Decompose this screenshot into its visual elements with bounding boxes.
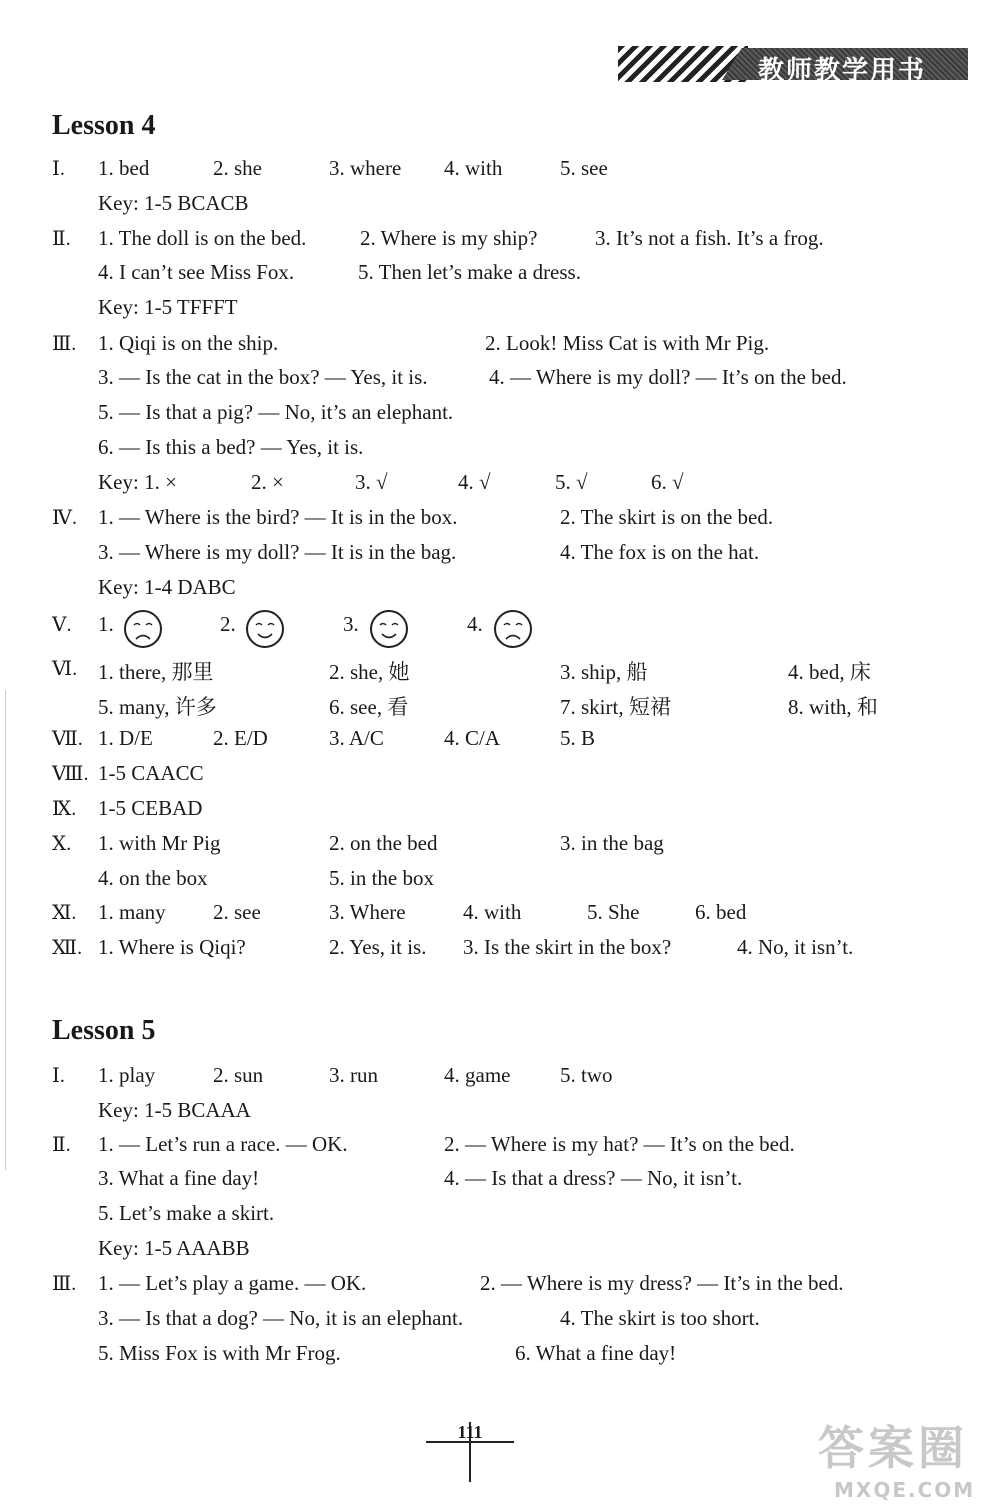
answer-text: 3. run bbox=[329, 1063, 378, 1087]
lesson-5-row bbox=[0, 1236, 1000, 1266]
answer-text: 3. What a fine day! bbox=[98, 1166, 260, 1190]
answer-text: 5. √ bbox=[555, 470, 588, 494]
question-number: Ⅺ. bbox=[52, 902, 77, 924]
watermark-url: MXQE.COM bbox=[834, 1478, 976, 1502]
question-number: Ⅲ. bbox=[52, 1273, 77, 1295]
answer-text: 4. game bbox=[444, 1063, 511, 1087]
answer-text: 5. She bbox=[587, 900, 640, 924]
answer-text: 3. Is the skirt in the box? bbox=[463, 935, 672, 959]
question-number: Ⅹ. bbox=[52, 833, 72, 855]
answer-text: Key: 1-5 TFFFT bbox=[98, 295, 238, 319]
lesson-4-row bbox=[0, 470, 1000, 500]
watermark-logo: 答案圈 bbox=[818, 1421, 968, 1475]
answer-text: 5. B bbox=[560, 726, 596, 750]
answer-text: 4. with bbox=[444, 156, 503, 180]
answer-text: Key: 1-5 BCACB bbox=[98, 191, 249, 215]
lesson-4-row bbox=[0, 900, 1000, 930]
answer-text: 2. E/D bbox=[213, 726, 268, 750]
lesson-4-row bbox=[0, 191, 1000, 221]
answer-text: 4. bed, 床 bbox=[788, 660, 871, 684]
lesson-5-row bbox=[0, 1271, 1000, 1301]
answer-text: 3. It’s not a fish. It’s a frog. bbox=[595, 226, 824, 250]
lesson-5-title: Lesson 5 bbox=[52, 1015, 156, 1046]
answer-text: 4. √ bbox=[458, 470, 491, 494]
answer-text: 2. bbox=[220, 612, 236, 636]
question-number: Ⅻ. bbox=[52, 937, 83, 959]
answer-text: Key: 1-5 AAABB bbox=[98, 1236, 250, 1260]
header-title: 教师教学用书 bbox=[758, 56, 927, 86]
answer-text: 2. she bbox=[213, 156, 262, 180]
answer-text: 2. — Where is my hat? — It’s on the bed. bbox=[444, 1132, 795, 1156]
question-number: Ⅵ. bbox=[52, 658, 78, 680]
lesson-4-row bbox=[0, 295, 1000, 325]
question-number: Ⅷ. bbox=[52, 763, 89, 785]
answer-text: 3. ship, 船 bbox=[560, 660, 648, 684]
happy-face-icon bbox=[246, 610, 284, 648]
lesson-5-row bbox=[0, 1341, 1000, 1371]
question-number: Ⅶ. bbox=[52, 728, 83, 750]
answer-text: 1. — Let’s play a game. — OK. bbox=[98, 1271, 367, 1295]
answer-text: 2. sun bbox=[213, 1063, 264, 1087]
answer-text: 2. — Where is my dress? — It’s in the bed. bbox=[480, 1271, 844, 1295]
answer-text: 5. in the box bbox=[329, 866, 434, 890]
answer-text: 2. she, 她 bbox=[329, 660, 410, 684]
lesson-5-row bbox=[0, 1306, 1000, 1336]
lesson-4-row bbox=[0, 400, 1000, 430]
answer-text: 3. — Where is my doll? — It is in the bag. bbox=[98, 540, 457, 564]
lesson-4-row bbox=[0, 656, 1000, 686]
answer-text: 4. — Where is my doll? — It’s on the bed. bbox=[489, 365, 847, 389]
answer-text: 4. The fox is on the hat. bbox=[560, 540, 760, 564]
lesson-4-row bbox=[0, 505, 1000, 535]
answer-text: 2. see bbox=[213, 900, 261, 924]
answer-text: 1. Qiqi is on the ship. bbox=[98, 331, 279, 355]
answer-text: Key: 1-5 BCAAA bbox=[98, 1098, 251, 1122]
answer-text: 8. with, 和 bbox=[788, 695, 878, 719]
answer-text: 6. √ bbox=[651, 470, 684, 494]
answer-text: 1. — Where is the bird? — It is in the box. bbox=[98, 505, 458, 529]
lesson-4-title: Lesson 4 bbox=[52, 110, 156, 141]
lesson-4-row bbox=[0, 331, 1000, 361]
lesson-4-row bbox=[0, 435, 1000, 465]
answer-text: 4. C/A bbox=[444, 726, 501, 750]
lesson-4-row bbox=[0, 935, 1000, 965]
answer-text: 6. What a fine day! bbox=[515, 1341, 677, 1365]
answer-text: 6. bed bbox=[695, 900, 747, 924]
answer-text: 2. The skirt is on the bed. bbox=[560, 505, 774, 529]
answer-text: 2. on the bed bbox=[329, 831, 438, 855]
question-number: Ⅰ. bbox=[52, 158, 65, 180]
answer-text: 1-5 CAACC bbox=[98, 761, 204, 785]
answer-text: 5. two bbox=[560, 1063, 613, 1087]
question-number: Ⅱ. bbox=[52, 1134, 71, 1156]
lesson-4-row bbox=[0, 226, 1000, 256]
answer-text: 1. bed bbox=[98, 156, 150, 180]
answer-text: 1. The doll is on the bed. bbox=[98, 226, 307, 250]
answer-text: 5. see bbox=[560, 156, 608, 180]
answer-text: 1-5 CEBAD bbox=[98, 796, 203, 820]
answer-text: 4. on the box bbox=[98, 866, 208, 890]
lesson-5-row bbox=[0, 1132, 1000, 1162]
question-number: Ⅴ. bbox=[52, 614, 72, 636]
answer-text: Key: 1. × bbox=[98, 470, 177, 494]
lesson-4-row bbox=[0, 691, 1000, 721]
lesson-4-row bbox=[0, 575, 1000, 605]
lesson-4-row bbox=[0, 866, 1000, 896]
answer-text: 3. where bbox=[329, 156, 402, 180]
answer-text: 5. many, 许多 bbox=[98, 695, 217, 719]
answer-text: 5. Miss Fox is with Mr Frog. bbox=[98, 1341, 341, 1365]
answer-text: 3. in the bag bbox=[560, 831, 664, 855]
answer-text: 2. Yes, it is. bbox=[329, 935, 427, 959]
answer-text: 3. A/C bbox=[329, 726, 384, 750]
lesson-4-row bbox=[0, 156, 1000, 186]
answer-text: 3. — Is that a dog? — No, it is an elephant. bbox=[98, 1306, 464, 1330]
answer-text: 3. bbox=[343, 612, 359, 636]
page-number: 111 bbox=[457, 1422, 483, 1442]
lesson-5-row bbox=[0, 1098, 1000, 1128]
answer-text: 1. there, 那里 bbox=[98, 660, 214, 684]
answer-text: 4. with bbox=[463, 900, 522, 924]
lesson-4-row bbox=[0, 365, 1000, 395]
answer-text: 2. Look! Miss Cat is with Mr Pig. bbox=[485, 331, 770, 355]
lesson-5-row bbox=[0, 1201, 1000, 1231]
lesson-4-row bbox=[0, 761, 1000, 791]
lesson-4-row bbox=[0, 260, 1000, 290]
answer-text: 1. bbox=[98, 612, 114, 636]
answer-text: 1. D/E bbox=[98, 726, 153, 750]
answer-text: 5. Let’s make a skirt. bbox=[98, 1201, 275, 1225]
answer-text: 1. Where is Qiqi? bbox=[98, 935, 246, 959]
answer-text: 3. √ bbox=[355, 470, 388, 494]
happy-face-icon bbox=[370, 610, 408, 648]
answer-text: 5. Then let’s make a dress. bbox=[358, 260, 581, 284]
lesson-5-row bbox=[0, 1063, 1000, 1093]
sad-face-icon bbox=[124, 610, 162, 648]
answer-text: 4. — Is that a dress? — No, it isn’t. bbox=[444, 1166, 743, 1190]
answer-text: 5. — Is that a pig? — No, it’s an elephant. bbox=[98, 400, 454, 424]
sad-face-icon bbox=[494, 610, 532, 648]
answer-text: 4. The skirt is too short. bbox=[560, 1306, 760, 1330]
lesson-4-row bbox=[0, 831, 1000, 861]
answer-text: 2. × bbox=[251, 470, 284, 494]
question-number: Ⅳ. bbox=[52, 507, 77, 529]
answer-text: 2. Where is my ship? bbox=[360, 226, 538, 250]
header-band bbox=[618, 46, 968, 86]
watermark bbox=[818, 1412, 998, 1502]
question-number: Ⅲ. bbox=[52, 333, 77, 355]
answer-text: 6. — Is this a bed? — Yes, it is. bbox=[98, 435, 364, 459]
answer-text: 4. I can’t see Miss Fox. bbox=[98, 260, 295, 284]
answer-text: 4. No, it isn’t. bbox=[737, 935, 854, 959]
answer-text: 7. skirt, 短裙 bbox=[560, 695, 671, 719]
answer-text: 6. see, 看 bbox=[329, 695, 409, 719]
answer-text: 1. many bbox=[98, 900, 166, 924]
answer-text: 1. play bbox=[98, 1063, 156, 1087]
question-number: Ⅱ. bbox=[52, 228, 71, 250]
lesson-4-row bbox=[0, 726, 1000, 756]
question-number: Ⅰ. bbox=[52, 1065, 65, 1087]
question-number: Ⅸ. bbox=[52, 798, 77, 820]
answer-text: 4. bbox=[467, 612, 483, 636]
lesson-4-row bbox=[0, 796, 1000, 826]
answer-text: 1. — Let’s run a race. — OK. bbox=[98, 1132, 348, 1156]
lesson-4-row bbox=[0, 540, 1000, 570]
lesson-5-row bbox=[0, 1166, 1000, 1196]
answer-text: Key: 1-4 DABC bbox=[98, 575, 236, 599]
answer-text: 1. with Mr Pig bbox=[98, 831, 221, 855]
answer-text: 3. Where bbox=[329, 900, 406, 924]
answer-text: 3. — Is the cat in the box? — Yes, it is. bbox=[98, 365, 428, 389]
